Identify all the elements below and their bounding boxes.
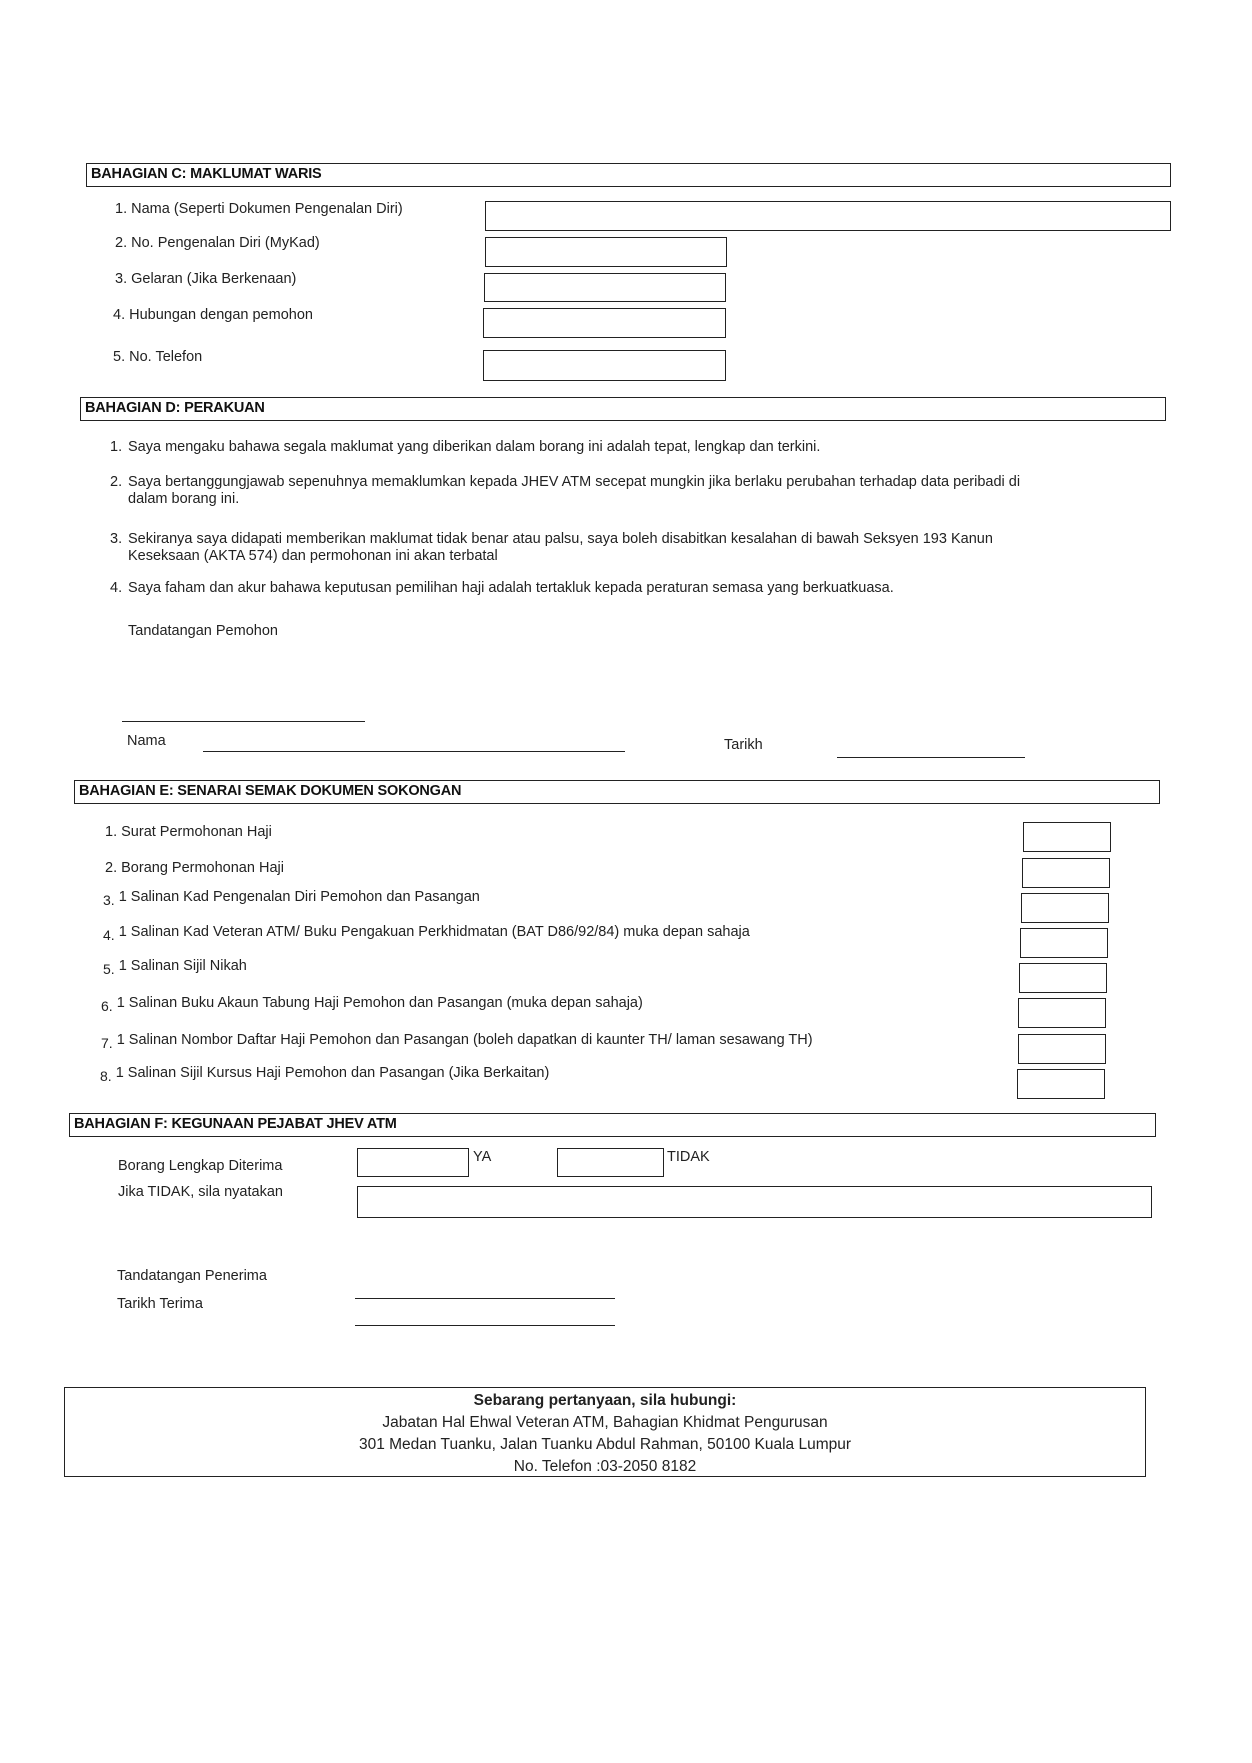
applicant-signature-label: Tandatangan Pemohon (128, 623, 278, 639)
contact-address: 301 Medan Tuanku, Jalan Tuanku Abdul Rahman, 50100 Kuala Lumpur (358, 1436, 852, 1453)
yes-label: YA (473, 1149, 492, 1165)
checklist-item-7-num: 7. (101, 1035, 113, 1051)
checklist-item-7 (101, 1031, 813, 1051)
if-no-reason-field[interactable] (357, 1186, 1152, 1218)
declaration-3-num: 3. (110, 531, 123, 547)
checklist-box-4[interactable] (1020, 928, 1108, 958)
applicant-name-label: Nama (127, 733, 166, 749)
section-e-heading: BAHAGIAN E: SENARAI SEMAK DOKUMEN SOKONGAN (74, 780, 1160, 804)
checklist-item-6-label: 1 Salinan Buku Akaun Tabung Haji Pemohon dan Pasangan (muka depan sahaja) (116, 995, 643, 1011)
checklist-item-2 (105, 860, 284, 876)
declaration-4-text: Saya faham dan akur bahawa keputusan pemilihan haji adalah tertakluk kepada peraturan semasa yang berkuatkuasa. (128, 580, 894, 596)
checklist-item-5-label: 1 Salinan Sijil Nikah (118, 958, 247, 974)
checklist-item-2-num: 2. (105, 860, 118, 876)
checklist-item-4-num: 4. (103, 927, 115, 943)
checklist-item-8-label: 1 Salinan Sijil Kursus Haji Pemohon dan Pasangan (Jika Berkaitan) (115, 1065, 550, 1081)
declaration-4 (110, 580, 1150, 597)
checklist-item-8-num: 8. (100, 1068, 112, 1084)
heir-title-label: 3. Gelaran (Jika Berkenaan) (115, 271, 297, 287)
checklist-item-3 (103, 888, 480, 908)
checklist-item-3-label: 1 Salinan Kad Pengenalan Diri Pemohon dan Pasangan (118, 889, 480, 905)
checklist-item-4-label: 1 Salinan Kad Veteran ATM/ Buku Pengakuan Perkhidmatan (BAT D86/92/84) muka depan sahaja (118, 924, 750, 940)
heir-ic-label: 2. No. Pengenalan Diri (MyKad) (115, 235, 320, 251)
declaration-4-num: 4. (110, 580, 123, 596)
declaration-3-text: Sekiranya saya didapati memberikan maklumat tidak benar atau palsu, saya boleh disabitkan kesalahan di bawah Seksyen 193 Kanun (128, 531, 993, 547)
checklist-item-5 (103, 957, 247, 977)
applicant-date-line[interactable] (837, 757, 1025, 758)
declaration-1-num: 1. (110, 439, 123, 455)
checklist-item-6 (101, 994, 643, 1014)
checklist-item-1-num: 1. (105, 824, 118, 840)
contact-phone: No. Telefon :03-2050 8182 (513, 1458, 697, 1475)
checklist-item-4 (103, 923, 750, 943)
contact-box (64, 1387, 1146, 1477)
declaration-2-cont: dalam borang ini. (128, 491, 240, 507)
receive-date-label: Tarikh Terima (117, 1296, 203, 1312)
checklist-box-2[interactable] (1022, 858, 1110, 888)
heir-title-field[interactable] (484, 273, 726, 302)
contact-department: Jabatan Hal Ehwal Veteran ATM, Bahagian Khidmat Pengurusan (382, 1414, 828, 1431)
receive-date-line[interactable] (355, 1325, 615, 1326)
declaration-2 (110, 474, 1170, 508)
checklist-item-6-num: 6. (101, 998, 113, 1014)
section-d-heading: BAHAGIAN D: PERAKUAN (80, 397, 1166, 421)
heir-name-label: 1. Nama (Seperti Dokumen Pengenalan Diri) (115, 201, 403, 217)
checklist-box-6[interactable] (1018, 998, 1106, 1028)
declaration-1-text: Saya mengaku bahawa segala maklumat yang diberikan dalam borang ini adalah tepat, lengkap dan terkini. (128, 439, 821, 455)
checklist-box-3[interactable] (1021, 893, 1109, 923)
checklist-item-3-num: 3. (103, 892, 115, 908)
checklist-box-7[interactable] (1018, 1034, 1106, 1064)
checklist-item-1 (105, 824, 272, 840)
contact-title: Sebarang pertanyaan, sila hubungi: (473, 1392, 737, 1409)
heir-relationship-label: 4. Hubungan dengan pemohon (113, 307, 313, 323)
heir-name-field[interactable] (485, 201, 1171, 231)
applicant-date-label: Tarikh (724, 737, 763, 753)
checklist-item-1-label: Surat Permohonan Haji (121, 824, 272, 840)
heir-phone-label: 5. No. Telefon (113, 349, 203, 365)
no-checkbox[interactable] (557, 1148, 664, 1177)
no-label: TIDAK (667, 1149, 710, 1165)
declaration-3-cont: Keseksaan (AKTA 574) dan permohonan ini akan terbatal (128, 548, 498, 564)
checklist-item-7-label: 1 Salinan Nombor Daftar Haji Pemohon dan Pasangan (boleh dapatkan di kaunter TH/ laman sesawang TH) (116, 1032, 813, 1048)
section-c-heading: BAHAGIAN C: MAKLUMAT WARIS (86, 163, 1171, 187)
checklist-item-2-label: Borang Permohonan Haji (121, 860, 284, 876)
checklist-item-8 (100, 1064, 550, 1084)
yes-checkbox[interactable] (357, 1148, 469, 1177)
applicant-signature-line[interactable] (122, 721, 365, 722)
declaration-3 (110, 531, 1170, 565)
declaration-1 (110, 439, 1150, 456)
checklist-box-8[interactable] (1017, 1069, 1105, 1099)
heir-relationship-field[interactable] (483, 308, 726, 338)
receiver-signature-line[interactable] (355, 1298, 615, 1299)
declaration-2-num: 2. (110, 474, 123, 490)
if-no-label: Jika TIDAK, sila nyatakan (118, 1184, 283, 1200)
heir-phone-field[interactable] (483, 350, 726, 381)
applicant-name-line[interactable] (203, 751, 625, 752)
form-complete-label: Borang Lengkap Diterima (118, 1158, 283, 1174)
checklist-item-5-num: 5. (103, 961, 115, 977)
checklist-box-5[interactable] (1019, 963, 1107, 993)
receiver-signature-label: Tandatangan Penerima (117, 1268, 267, 1284)
section-f-heading: BAHAGIAN F: KEGUNAAN PEJABAT JHEV ATM (69, 1113, 1156, 1137)
declaration-2-text: Saya bertanggungjawab sepenuhnya memaklumkan kepada JHEV ATM secepat mungkin jika berlaku perubahan terhadap data peribadi di (128, 474, 1021, 490)
checklist-box-1[interactable] (1023, 822, 1111, 852)
heir-ic-field[interactable] (485, 237, 727, 267)
